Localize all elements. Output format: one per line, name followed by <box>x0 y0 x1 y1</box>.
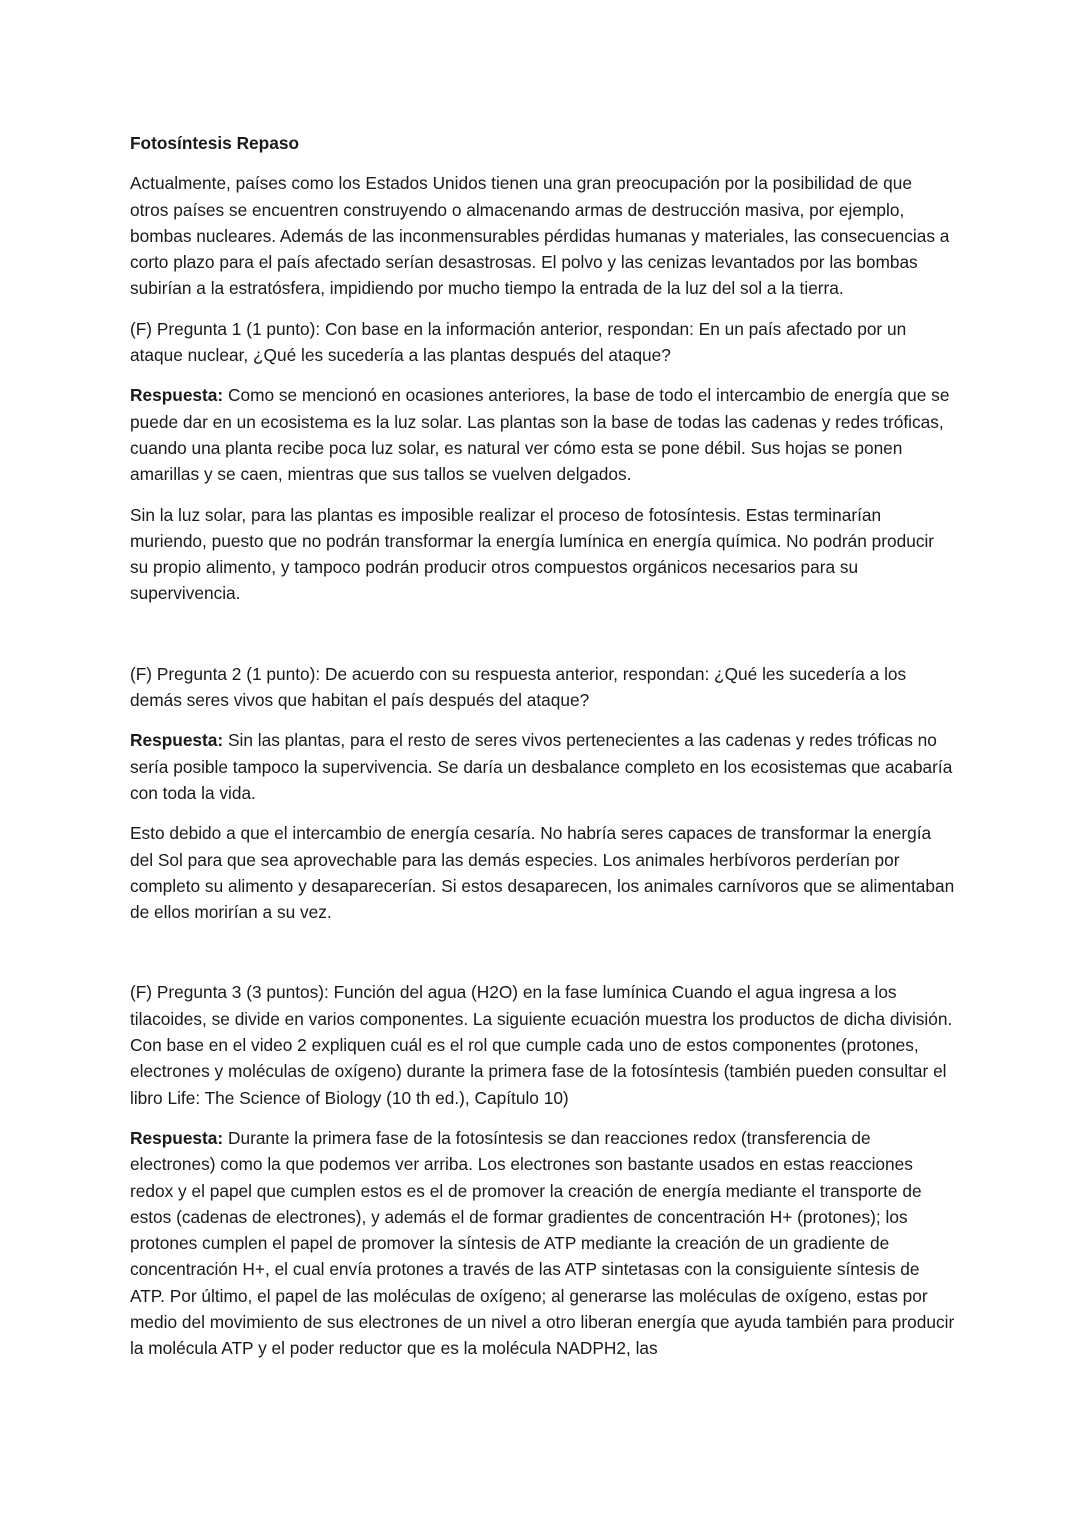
answer-3 <box>130 1125 955 1362</box>
section-gap <box>130 939 955 979</box>
answer-label: Respuesta: <box>130 1127 224 1148</box>
question-2: (F) Pregunta 2 (1 punto): De acuerdo con su respuesta anterior, respondan: ¿Qué les sucedería a los demás seres vivos que habitan el país después del ataque? <box>130 663 907 711</box>
answer-2-continued: Esto debido a que el intercambio de energía cesaría. No habría seres capaces de transformar la energía del Sol para que sea aprovechable para las demás especies. Los animales herbívoros perderían por completo su alimento y desaparecerían. Si estos desaparecen, los animales carnívoros que se alimentaban de ellos morirían a su vez. <box>130 823 955 923</box>
answer-3-text: Durante la primera fase de la fotosíntesis se dan reacciones redox (transferencia de electrones) como la que podemos ver arriba. Los electrones son bastante usados en estas reacciones redox y el papel que cumplen estos es el de promover la creación de energía mediante el transporte de estos (cadenas de electrones), y además el de formar gradientes de concentración H+ (protones); los protones cumplen el papel de promover la síntesis de ATP mediante la creación de un gradiente de concentración H+, el cual envía protones a través de las ATP sintetasas con la consiguiente síntesis de ATP. Por último, el papel de las moléculas de oxígeno; al generarse las moléculas de oxígeno, estas por medio del movimiento de sus electrones de un nivel a otro liberan energía que ayuda también para producir la molécula ATP y el poder reductor que es la molécula NADPH2, las <box>130 1127 955 1359</box>
question-1: (F) Pregunta 1 (1 punto): Con base en la información anterior, respondan: En un país afectado por un ataque nuclear, ¿Qué les sucedería a las plantas después del ataque? <box>130 318 907 366</box>
answer-2-text: Sin las plantas, para el resto de seres vivos pertenecientes a las cadenas y redes tróficas no sería posible tampoco la supervivencia. Se daría un desbalance completo en los ecosistemas que acabaría con toda la vida. <box>130 730 953 803</box>
answer-label: Respuesta: <box>130 730 224 751</box>
question-3: (F) Pregunta 3 (3 puntos): Función del agua (H2O) en la fase lumínica Cuando el agua ingresa a los tilacoides, se divide en varios componentes. La siguiente ecuación muestra los productos de dicha división. Con base en el video 2 expliquen cuál es el rol que cumple cada uno de estos componentes (protones, electrones y moléculas de oxígeno) durante la primera fase de la fotosíntesis (también pueden consultar el libro Life: The Science of Biology (10 th ed.), Capítulo 10) <box>130 982 953 1108</box>
document-title: Fotosíntesis Repaso <box>130 133 300 153</box>
answer-1 <box>130 382 955 487</box>
answer-label: Respuesta: <box>130 385 224 406</box>
answer-2 <box>130 727 955 806</box>
section-gap <box>130 621 955 661</box>
answer-1-continued: Sin la luz solar, para las plantas es imposible realizar el proceso de fotosíntesis. Estas terminarían muriendo, puesto que no podrán transformar la energía lumínica en energía química. No podrán producir su propio alimento, y tampoco podrán producir otros compuestos orgánicos necesarios para su supervivencia. <box>130 504 935 604</box>
answer-1-text: Como se mencionó en ocasiones anteriores, la base de todo el intercambio de energía que se puede dar en un ecosistema es la luz solar. Las plantas son la base de todas las cadenas y redes tróficas, cuando una planta recibe poca luz solar, es natural ver cómo esta se pone débil. Sus hojas se ponen amarillas y se caen, mientras que sus tallos se vuelven delgados. <box>130 385 950 485</box>
intro-paragraph: Actualmente, países como los Estados Unidos tienen una gran preocupación por la posibilidad de que otros países se encuentren construyendo o almacenando armas de destrucción masiva, por ejemplo, bombas nucleares. Además de las inconmensurables pérdidas humanas y materiales, las consecuencias a corto plazo para el país afectado serían desastrosas. El polvo y las cenizas levantados por las bombas subirían a la estratósfera, impidiendo por mucho tiempo la entrada de la luz del sol a la tierra. <box>130 173 950 299</box>
document-page <box>130 130 955 1376</box>
